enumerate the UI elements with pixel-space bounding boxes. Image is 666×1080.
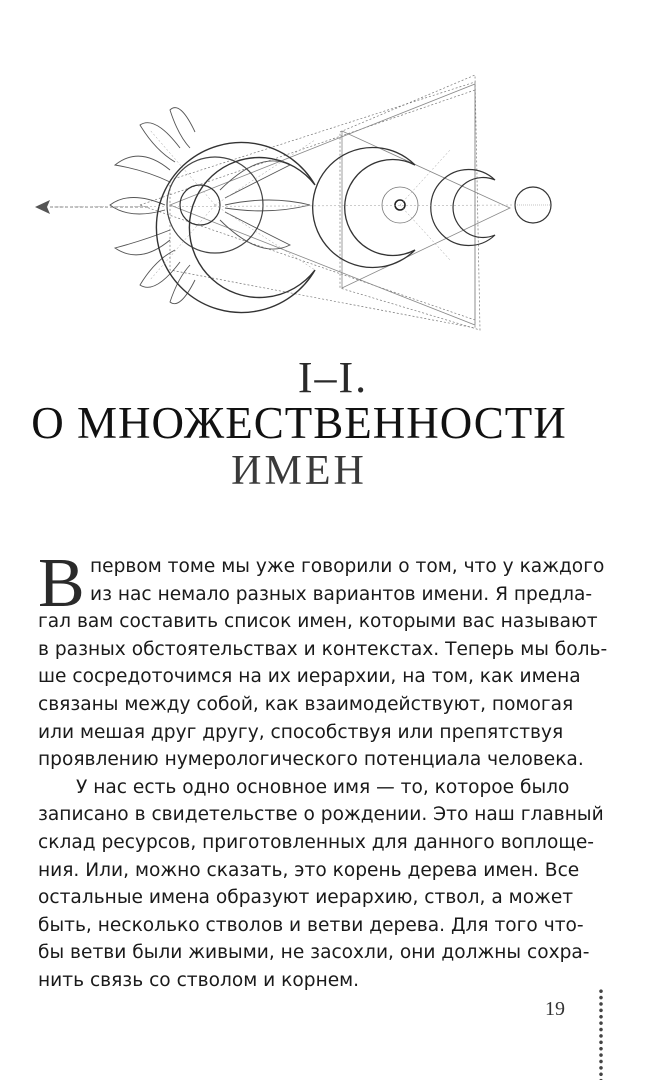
text-line: первом томе мы уже говорили о том, что у каждого xyxy=(90,556,605,577)
crescent-moon-icon xyxy=(156,143,315,313)
page-number: 19 xyxy=(545,998,565,1020)
text-line: бы ветви были живыми, не засохли, они должны сохра- xyxy=(38,942,590,964)
text-line: записано в свидетельстве о рождении. Это наш главный xyxy=(38,804,604,826)
sun-icon xyxy=(110,108,310,304)
chapter-title-line1: О МНОЖЕСТВЕННОСТИ xyxy=(31,398,567,448)
text-line: быть, несколько стволов и ветви дерева. Для того что- xyxy=(38,914,584,936)
crescent-moon-icon xyxy=(313,148,415,268)
text-line: из нас немало разных вариантов имени. Я предла- xyxy=(90,583,593,605)
text-line: связаны между собой, как взаимодействуют, помогая xyxy=(38,693,574,715)
text-line: нить связь со стволом и корнем. xyxy=(38,969,360,991)
chapter-title-line2: ИМЕН xyxy=(231,448,367,494)
text-line: или мешая друг другу, способствуя или препятствуя xyxy=(38,721,564,743)
dotted-edge-rule xyxy=(598,988,604,1080)
text-line: в разных обстоятельствах и контекстах. Теперь мы боль- xyxy=(38,638,608,660)
body-text xyxy=(38,545,608,995)
text-line: проявлению нумерологического потенциала человека. xyxy=(38,749,584,771)
text-line: остальные имена образуют иерархию, ствол, а может xyxy=(38,887,574,909)
crescent-moon-icon xyxy=(431,170,495,246)
arrow-left-icon xyxy=(35,200,150,214)
triangle-icon xyxy=(342,131,510,288)
chapter-number: I–I. xyxy=(297,353,369,402)
drop-cap: В xyxy=(38,545,85,622)
text-line: У нас есть одно основное имя — то, которое было xyxy=(76,776,570,798)
text-line: ше сосредоточимся на их иерархии, на том, как имена xyxy=(38,666,581,688)
text-line: гал вам составить список имен, которыми вас называют xyxy=(38,611,598,633)
illustration-sun-moons xyxy=(20,70,580,340)
text-line: ния. Или, можно сказать, это корень дерева имен. Все xyxy=(38,859,580,881)
text-line: склад ресурсов, приготовленных для данного воплоще- xyxy=(38,831,594,853)
